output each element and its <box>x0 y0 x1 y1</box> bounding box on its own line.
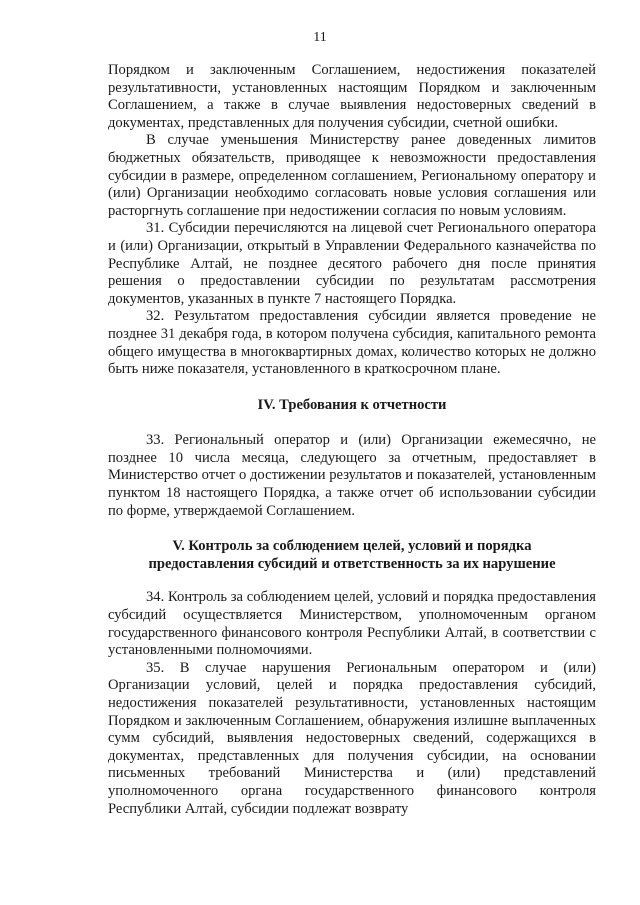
paragraph-32: 32. Результатом предоставления субсидии является проведение не позднее 31 декабря года, в котором получена субсидия, капитального ремонта общего имущества в многоквартирных домах, количество которых не должно быть ниже показателя, установленного в краткосрочном плане. <box>108 308 596 378</box>
section-iv-heading: IV. Требования к отчетности <box>257 396 447 413</box>
page-number: 11 <box>313 30 327 45</box>
paragraph-35: 35. В случае нарушения Региональным оператором и (или) Организации условий, целей и порядка предоставления субсидий, недостижения показателей результативности, установленных настоящим Порядком и заключенным Соглашением, обнаружения излишне выплаченных сумм субсидий, выявления недостоверных сведений, содержащихся в документах, представленных для получения субсидии, на основании письменных требований Министерства и (или) представлений уполномоченного органа государственного финансового контроля Республики Алтай, субсидии подлежат возврату <box>108 659 596 817</box>
paragraph-33: 33. Региональный оператор и (или) Организации ежемесячно, не позднее 10 числа месяца, следующего за отчетным, предоставляет в Министерство отчет о достижении результатов и показателей, установленным пунктом 18 настоящего Порядка, а также отчет об использовании субсидии по форме, утверждаемой Соглашением. <box>108 432 596 519</box>
paragraph-34: 34. Контроль за соблюдением целей, условий и порядка предоставления субсидий осуществляется Министерством, уполномоченным органом государственного финансового контроля Республики Алтай, в соответствии с установленными полномочиями. <box>108 589 596 659</box>
section-v-heading-line1: V. Контроль за соблюдением целей, условий и порядка <box>172 538 532 555</box>
paragraph-limits-reduction: В случае уменьшения Министерству ранее доведенных лимитов бюджетных обязательств, приводящее к невозможности предоставления субсидии в размере, определенном соглашением, Региональному оператору и (или) Организации необходимо согласовать новые условия соглашения или расторгнуть соглашение при недостижении согласия по новым условиям. <box>108 132 596 219</box>
paragraph-31: 31. Субсидии перечисляются на лицевой счет Регионального оператора и (или) Организации, открытый в Управлении Федерального казначейства по Республике Алтай, не позднее десятого рабочего дня после принятия решения о предоставлении субсидии по результатам рассмотрения документов, указанных в пункте 7 настоящего Порядка. <box>108 220 596 307</box>
document-body <box>108 62 596 818</box>
paragraph-continued: Порядком и заключенным Соглашением, недостижения показателей результативности, установленных настоящим Порядком и заключенным Соглашением, а также в случае выявления недостоверных сведений в документах, представленных для получения субсидии, счетной ошибки. <box>108 62 596 131</box>
section-v-heading <box>108 538 596 573</box>
section-v-heading-line2: предоставления субсидий и ответственность за их нарушение <box>148 555 556 572</box>
